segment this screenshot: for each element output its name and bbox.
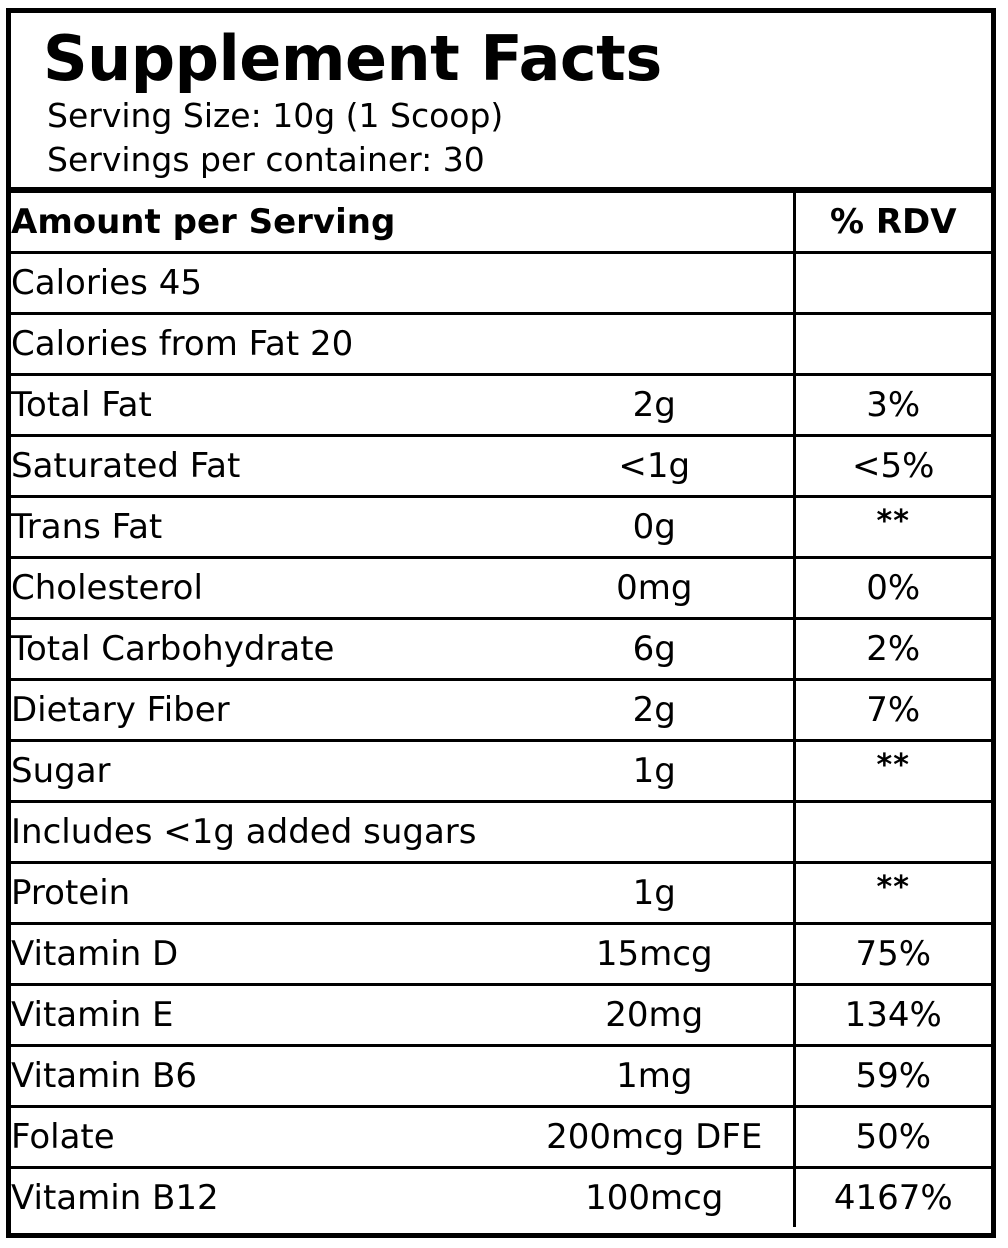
- nutrient-amount: 6g: [516, 619, 794, 680]
- table-row: [11, 680, 991, 741]
- nutrient-name: Protein: [11, 863, 516, 924]
- nutrient-rdv: 3%: [794, 375, 991, 436]
- nutrient-rdv: [794, 863, 991, 924]
- nutrient-rdv: 0%: [794, 558, 991, 619]
- nutrient-amount: 100mcg: [516, 1168, 794, 1228]
- column-header-rdv: % RDV: [794, 193, 991, 253]
- nutrient-rdv: <5%: [794, 436, 991, 497]
- serving-size-text: Serving Size: 10g (1 Scoop): [47, 96, 504, 136]
- nutrient-name: Total Fat: [11, 375, 516, 436]
- nutrient-amount: 2g: [516, 375, 794, 436]
- nutrient-rdv: 59%: [794, 1046, 991, 1107]
- nutrient-amount: <1g: [516, 436, 794, 497]
- footnote-marker: **: [876, 504, 910, 540]
- nutrient-amount: 1mg: [516, 1046, 794, 1107]
- table-row: [11, 1046, 991, 1107]
- page-title: Supplement Facts: [43, 22, 662, 95]
- servings-per-container-text: Servings per container: 30: [47, 139, 485, 179]
- table-row: [11, 924, 991, 985]
- footnote-marker: **: [876, 870, 910, 906]
- table-row: [11, 253, 991, 314]
- nutrient-name: Saturated Fat: [11, 436, 516, 497]
- table-row: [11, 985, 991, 1046]
- nutrient-rdv: 134%: [794, 985, 991, 1046]
- nutrient-rdv: 4167%: [794, 1168, 991, 1228]
- table-row: [11, 436, 991, 497]
- nutrient-name: Vitamin D: [11, 924, 516, 985]
- nutrient-name: Includes <1g added sugars: [11, 802, 794, 863]
- nutrient-rdv: 2%: [794, 619, 991, 680]
- table-row: [11, 619, 991, 680]
- table-row: [11, 802, 991, 863]
- nutrient-amount: 15mcg: [516, 924, 794, 985]
- footnote-marker: **: [876, 748, 910, 784]
- nutrient-amount: 1g: [516, 863, 794, 924]
- nutrient-name: Total Carbohydrate: [11, 619, 516, 680]
- nutrient-amount: 200mcg DFE: [516, 1107, 794, 1168]
- nutrient-amount: 0mg: [516, 558, 794, 619]
- nutrient-name: Vitamin B12: [11, 1168, 516, 1228]
- table-header-row: [11, 193, 991, 253]
- nutrient-name: Calories from Fat 20: [11, 314, 794, 375]
- table-row: [11, 314, 991, 375]
- nutrient-amount: 20mg: [516, 985, 794, 1046]
- nutrient-rdv: [794, 741, 991, 802]
- nutrient-rdv: [794, 802, 991, 863]
- column-header-amount: Amount per Serving: [11, 202, 396, 243]
- table-row: [11, 558, 991, 619]
- table-row: [11, 863, 991, 924]
- nutrient-amount: 2g: [516, 680, 794, 741]
- nutrient-name: Cholesterol: [11, 558, 516, 619]
- nutrient-name: Vitamin E: [11, 985, 516, 1046]
- nutrient-name: Folate: [11, 1107, 516, 1168]
- nutrient-name: Dietary Fiber: [11, 680, 516, 741]
- nutrient-rdv: 7%: [794, 680, 991, 741]
- nutrient-name: Trans Fat: [11, 497, 516, 558]
- table-row: [11, 375, 991, 436]
- nutrient-rdv: 75%: [794, 924, 991, 985]
- nutrient-name: Sugar: [11, 741, 516, 802]
- nutrient-name: Calories 45: [11, 253, 794, 314]
- nutrient-rdv: [794, 497, 991, 558]
- table-row: [11, 1168, 991, 1228]
- nutrient-rdv: [794, 314, 991, 375]
- table-row: [11, 741, 991, 802]
- table-row: [11, 497, 991, 558]
- label-header: [11, 13, 991, 187]
- nutrient-amount: 1g: [516, 741, 794, 802]
- table-row: [11, 1107, 991, 1168]
- nutrient-amount: 0g: [516, 497, 794, 558]
- nutrition-table: [11, 193, 991, 1227]
- nutrient-rdv: 50%: [794, 1107, 991, 1168]
- nutrient-name: Vitamin B6: [11, 1046, 516, 1107]
- nutrient-rdv: [794, 253, 991, 314]
- supplement-facts-panel: [6, 8, 996, 1238]
